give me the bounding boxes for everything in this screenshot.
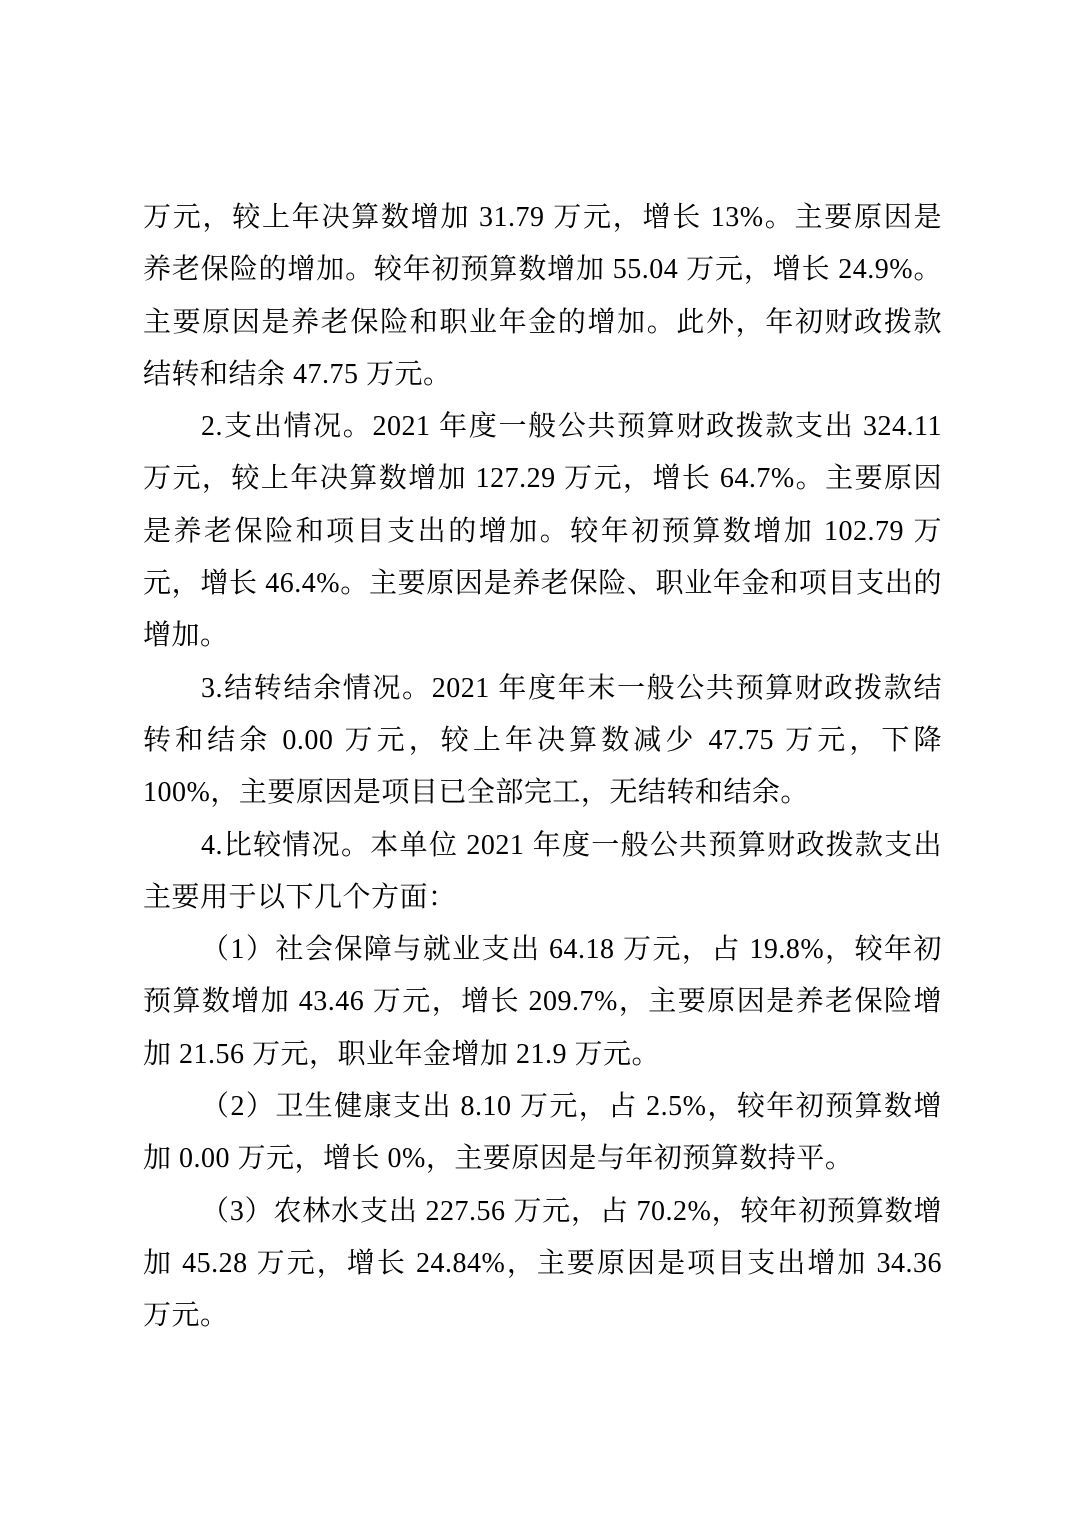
para-item-1-social-security [143,924,942,1081]
text-line: 2.支出情况。2021 年度一般公共预算财政拨款支出 324.11 [201,411,942,443]
text-line: 万元。 [143,1300,229,1332]
text-line: 4.比较情况。本单位 2021 年度一般公共预算财政拨款支出 [201,829,942,861]
text-line: 转和结余 0.00 万元，较上年决算数减少 47.75 万元，下降 [143,724,942,756]
text-line: 是养老保险和项目支出的增加。较年初预算数增加 102.79 万 [143,515,942,547]
text-line: 万元，较上年决算数增加 127.29 万元，增长 64.7%。主要原因 [143,463,942,495]
text-line: 主要用于以下几个方面： [143,881,457,913]
text-block [143,192,942,1343]
text-line: （3）农林水支出 227.56 万元，占 70.2%，较年初预算数增 [201,1195,942,1227]
para-carryforward-balance [143,663,942,820]
para-expenditure [143,401,942,662]
text-line: 100%，主要原因是项目已全部完工，无结转和结余。 [143,777,809,809]
text-line: 元，增长 46.4%。主要原因是养老保险、职业年金和项目支出的 [143,568,942,600]
text-line: 主要原因是养老保险和职业年金的增加。此外，年初财政拨款 [143,306,942,338]
text-line: 加 0.00 万元，增长 0%，主要原因是与年初预算数持平。 [143,1143,854,1175]
text-line: 加 45.28 万元，增长 24.84%，主要原因是项目支出增加 34.36 [143,1247,942,1279]
para-item-2-health [143,1081,942,1186]
text-line: 增加。 [143,620,229,652]
text-line: 养老保险的增加。较年初预算数增加 55.04 万元，增长 24.9%。 [143,254,942,286]
text-line: 加 21.56 万元，职业年金增加 21.9 万元。 [143,1038,661,1070]
para-item-3-agriculture-forestry-water [143,1186,942,1343]
para-income-carryover [143,192,942,401]
text-line: 万元，较上年决算数增加 31.79 万元，增长 13%。主要原因是 [143,202,942,233]
text-line: （1）社会保障与就业支出 64.18 万元，占 19.8%，较年初 [201,934,942,966]
text-line: 预算数增加 43.46 万元，增长 209.7%，主要原因是养老保险增 [143,986,942,1018]
para-comparison-intro [143,820,942,925]
text-line: （2）卫生健康支出 8.10 万元，占 2.5%，较年初预算数增 [201,1091,942,1123]
text-line: 3.结转结余情况。2021 年度年末一般公共预算财政拨款结 [201,672,942,704]
text-line: 结转和结余 47.75 万元。 [143,358,452,390]
